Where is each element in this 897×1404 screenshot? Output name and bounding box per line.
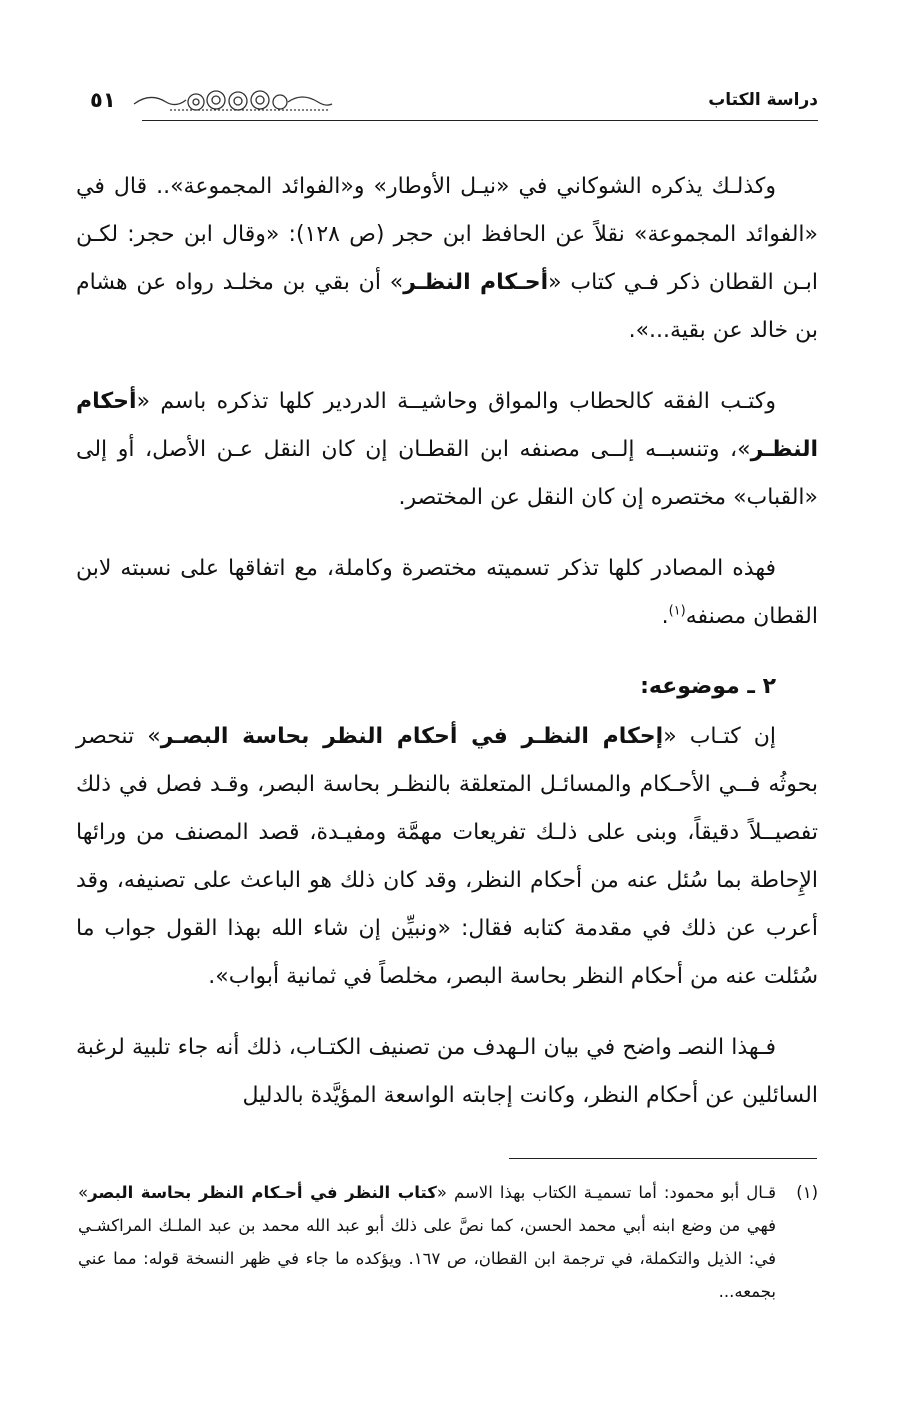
book-title-bold: إحكام النظـر في أحكام النظر بحاسة البصـر (160, 724, 664, 749)
running-title: دراسة الكتاب (708, 90, 818, 110)
text-run: » تنحصر بحوثُه فــي الأحـكام والمسائـل المتعلقة بالنظـر بحاسة البصر، وقـد فصل في ذلك تفصيــلاً دقيقاً، وبنى على ذلـك تفريعات مهمَّة ومفيـدة، قصد المصنف من ورائها الإِحاطة بما سُئل عنه من أحكام النظر، وقد كان ذلك هو الباعث على تصنيفه، وقد أعرب عن ذلك في مقدمة كتابه فقال: «ونبيِّن إن شاء الله بهذا القول جواب ما سُئلت عنه من أحكام النظر بحاسة البصر، مخلصاً في ثمانية أبواب». (76, 724, 818, 989)
paragraph-5 (76, 1024, 818, 1120)
book-title-bold: أحكام النظـر (76, 389, 818, 462)
book-title-bold: أحـكام النظـر (403, 270, 549, 295)
paragraph-2 (76, 378, 818, 522)
paragraph-4 (76, 713, 818, 1001)
footnote-number: (١) (796, 1183, 818, 1202)
book-title-bold: كتاب النظر في أحـكام النظر بحاسة البصر (88, 1183, 437, 1202)
text-run: » فهي من وضع ابنه أبي محمد الحسن، كما نصَّ على ذلك أبو عبد الله محمد بن عبد الملـك المراكشـي في: الذيل والتكملة، في ترجمة ابن القطان، ص ١٦٧. ويؤكده ما جاء في ظهر النسخة قوله: مما عني بجمعه... (78, 1183, 776, 1301)
main-text (76, 163, 818, 1143)
decorative-header-ornament-icon (130, 88, 335, 118)
text-run: . (661, 604, 669, 629)
footnote (78, 1176, 818, 1308)
text-run: قـال أبو محمود: أما تسميـة الكتاب بهذا الاسم « (436, 1183, 776, 1202)
footnote-separator (509, 1158, 817, 1159)
section-heading: ٢ ـ موضوعه: (640, 674, 776, 699)
page-header (82, 82, 818, 122)
text-run: وكتـب الفقه كالحطاب والمواق وحاشيــة الدردير كلها تذكره باسم « (136, 389, 776, 414)
header-rule (142, 120, 818, 121)
page-number: ٥١ (90, 88, 116, 112)
text-run: فهذه المصادر كلها تذكر تسميته مختصرة وكاملة، مع اتفاقها على نسبته لابن القطان مصنفه (76, 556, 818, 629)
paragraph-1 (76, 163, 818, 355)
text-run: إن كتـاب « (663, 724, 776, 749)
text-run: »، وتنسبــه إلــى مصنفه ابن القطـان إن كان النقل عـن الأصل، أو إلى «القباب» مختصره إن كان النقل عن المختصر. (76, 437, 818, 510)
footnote-body (78, 1176, 818, 1308)
text-run: وكذلـك يذكره الشوكاني في «نيـل الأوطار» و«الفوائد المجموعة».. قال في «الفوائد المجموعة» نقلاً عن الحافظ ابن حجر (ص ١٢٨): «وقال ابن حجر: لكـن ابـن القطان ذكر فـي كتاب « (76, 174, 818, 295)
text-run: » أن بقي بن مخلـد رواه عن هشام بن خالد عن بقية...». (76, 270, 818, 343)
text-run: فـهذا النصـ واضح في بيان الـهدف من تصنيف الكتـاب، ذلك أنه جاء تلبية لرغبة السائلين عن أحكام النظر، وكانت إجابته الواسعة المؤيَّدة بالدليل (76, 1035, 818, 1108)
footnote-reference[interactable]: (١) (668, 603, 686, 619)
paragraph-3 (76, 545, 818, 641)
